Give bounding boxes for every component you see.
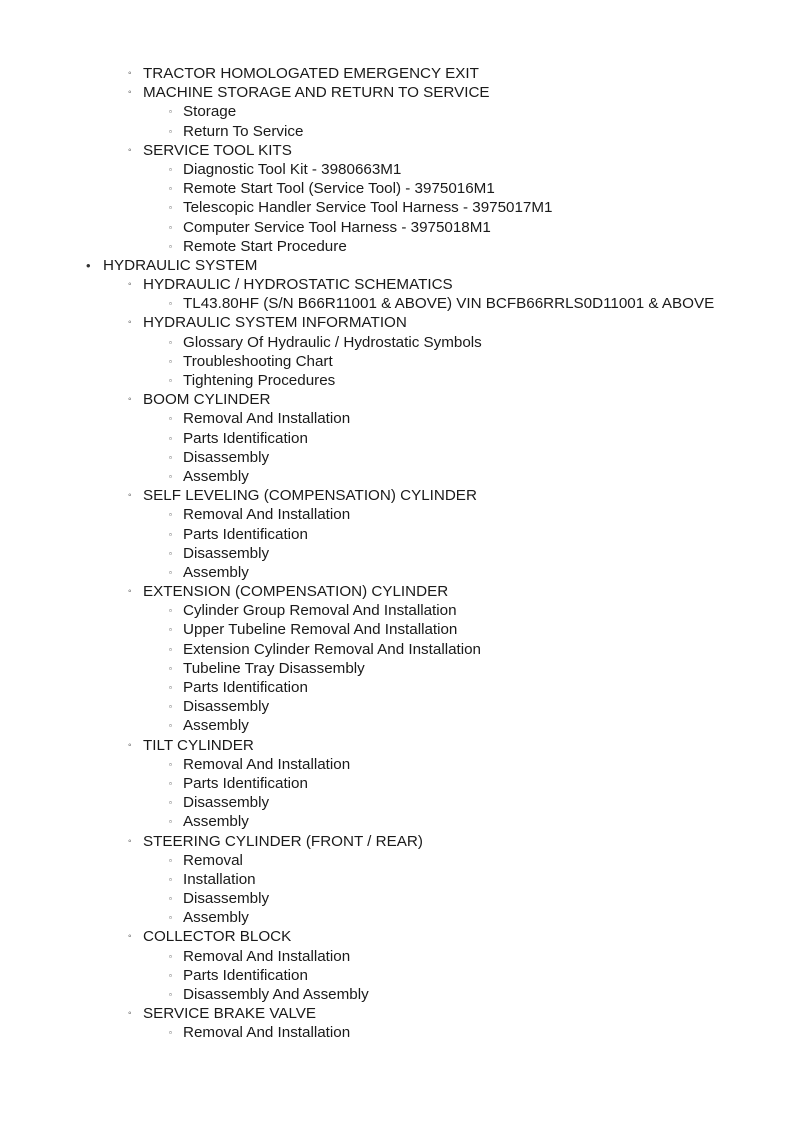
bullet-icon: ▫ <box>169 203 172 213</box>
toc-item-label: Parts Identification <box>183 429 308 447</box>
toc-subsection <box>0 390 794 409</box>
toc-item-label: COLLECTOR BLOCK <box>143 928 292 946</box>
toc-item <box>0 889 794 908</box>
toc-item-label: Assembly <box>183 717 249 735</box>
bullet-icon: ▫ <box>169 510 172 520</box>
toc-item-label: Troubleshooting Chart <box>183 352 333 370</box>
toc-item-label: Remote Start Tool (Service Tool) - 3975016M1 <box>183 180 495 198</box>
toc-subsection <box>0 832 794 851</box>
toc-item <box>0 544 794 563</box>
toc-item-label: Computer Service Tool Harness - 3975018M1 <box>183 218 491 236</box>
toc-item-label: Disassembly And Assembly <box>183 986 369 1003</box>
toc-item-label: Removal And Installation <box>183 1024 351 1042</box>
toc-item <box>0 774 794 793</box>
bullet-icon: ◦ <box>128 739 132 751</box>
toc-item-label: HYDRAULIC SYSTEM INFORMATION <box>143 314 407 332</box>
bullet-icon: ▫ <box>169 951 172 961</box>
bullet-icon: ▫ <box>169 452 172 462</box>
bullet-icon: ▫ <box>169 471 172 481</box>
toc-item-label: TILT CYLINDER <box>143 736 254 754</box>
toc-item <box>0 122 794 141</box>
bullet-icon: ▫ <box>169 990 172 999</box>
toc-item <box>0 851 794 870</box>
bullet-icon: ▫ <box>169 414 172 424</box>
toc-item <box>0 697 794 716</box>
toc-item-label: Removal And Installation <box>183 755 351 773</box>
bullet-icon: ▫ <box>169 356 172 366</box>
bullet-icon: ▫ <box>169 855 172 865</box>
bullet-icon: ▫ <box>169 433 172 443</box>
bullet-icon: ▫ <box>169 222 172 232</box>
toc-subsection <box>0 141 794 160</box>
toc-item <box>0 429 794 448</box>
toc-item-label: Assembly <box>183 563 249 581</box>
toc-item-label: Diagnostic Tool Kit - 3980663M1 <box>183 160 402 178</box>
bullet-icon: ◦ <box>128 87 132 99</box>
bullet-icon: ▫ <box>169 1028 172 1038</box>
toc-item-label: SERVICE TOOL KITS <box>143 141 292 159</box>
toc-item <box>0 870 794 889</box>
toc-item <box>0 563 794 582</box>
toc-item <box>0 505 794 524</box>
toc-item-label: Tightening Procedures <box>183 372 336 389</box>
bullet-icon: ◦ <box>128 68 132 79</box>
toc-item-label: HYDRAULIC / HYDROSTATIC SCHEMATICS <box>143 276 453 294</box>
bullet-icon: ▫ <box>169 778 172 788</box>
toc-item-label: Cylinder Group Removal And Installation <box>183 602 457 620</box>
toc-item <box>0 467 794 486</box>
bullet-icon: ▫ <box>169 759 172 769</box>
toc-item <box>0 237 794 256</box>
toc-item-label: Upper Tubeline Removal And Installation <box>183 621 458 639</box>
bullet-icon: ▫ <box>169 107 172 117</box>
bullet-icon: ▫ <box>169 874 172 884</box>
bullet-icon: ▫ <box>169 702 172 712</box>
toc-subsection <box>0 582 794 601</box>
bullet-icon: ▫ <box>169 683 172 692</box>
toc-item-label: HYDRAULIC SYSTEM <box>103 256 258 274</box>
toc-item <box>0 812 794 831</box>
toc-item-label: Removal And Installation <box>183 506 351 524</box>
toc-item <box>0 678 794 697</box>
bullet-icon: ▫ <box>169 567 172 577</box>
toc-item <box>0 755 794 774</box>
toc-item <box>0 620 794 639</box>
bullet-icon: • <box>86 257 91 273</box>
toc-item <box>0 716 794 735</box>
toc-item <box>0 947 794 966</box>
toc-item <box>0 352 794 371</box>
toc-item <box>0 1023 794 1042</box>
toc-subsection <box>0 83 794 102</box>
bullet-icon: ▫ <box>169 721 172 731</box>
bullet-icon: ▫ <box>169 529 172 539</box>
toc-item <box>0 640 794 659</box>
bullet-icon: ◦ <box>128 931 132 943</box>
bullet-icon: ▫ <box>169 241 172 251</box>
toc-item-label: SERVICE BRAKE VALVE <box>143 1005 317 1023</box>
toc-item-label: Parts Identification <box>183 774 308 792</box>
toc-item <box>0 102 794 121</box>
bullet-icon: ◦ <box>128 144 132 156</box>
toc-subsection <box>0 275 794 294</box>
toc-subsection <box>0 736 794 755</box>
toc-item-label: Disassembly <box>183 448 270 466</box>
toc-item-label: Removal And Installation <box>183 947 351 965</box>
toc-item <box>0 985 794 1004</box>
toc-item-label: Tubeline Tray Disassembly <box>183 659 365 677</box>
toc-item <box>0 218 794 237</box>
bullet-icon: ◦ <box>128 394 132 406</box>
bullet-icon: ◦ <box>128 490 132 502</box>
toc-item <box>0 793 794 812</box>
bullet-icon: ▫ <box>169 337 172 347</box>
bullet-icon: ▫ <box>169 970 172 980</box>
bullet-icon: ▫ <box>169 798 172 808</box>
toc-item <box>0 966 794 985</box>
toc-item <box>0 525 794 544</box>
toc-item <box>0 601 794 620</box>
toc-item-label: STEERING CYLINDER (FRONT / REAR) <box>143 832 423 850</box>
toc-item-label: Assembly <box>183 467 249 485</box>
bullet-icon: ▫ <box>169 606 172 616</box>
toc-item <box>0 908 794 927</box>
toc-item-label: Telescopic Handler Service Tool Harness - 3975017M1 <box>183 199 553 217</box>
toc-item-label: Extension Cylinder Removal And Installation <box>183 640 482 658</box>
bullet-icon: ▫ <box>169 164 172 174</box>
toc-item-label: Remote Start Procedure <box>183 237 347 255</box>
toc-subsection <box>0 64 794 83</box>
toc-item <box>0 179 794 198</box>
toc-item <box>0 659 794 678</box>
toc-item-label: Disassembly <box>183 544 270 562</box>
toc-subsection <box>0 927 794 946</box>
toc-item <box>0 371 794 390</box>
toc-item-label: Removal And Installation <box>183 410 351 428</box>
bullet-icon: ◦ <box>128 317 132 329</box>
toc-subsection <box>0 1004 794 1023</box>
toc-subsection <box>0 486 794 505</box>
toc-item-label: Removal <box>183 851 243 869</box>
toc-item-label: Storage <box>183 103 237 121</box>
bullet-icon: ◦ <box>128 586 132 598</box>
bullet-icon: ◦ <box>128 279 132 291</box>
toc-item-label: Installation <box>183 870 256 888</box>
toc-item-label: Disassembly <box>183 698 270 716</box>
bullet-icon: ▫ <box>169 894 172 904</box>
toc-item-label: Parts Identification <box>183 525 308 543</box>
toc-item-label: Assembly <box>183 909 249 927</box>
bullet-icon: ▫ <box>169 663 172 673</box>
toc-item-label: EXTENSION (COMPENSATION) CYLINDER <box>143 583 449 601</box>
bullet-icon: ▫ <box>169 644 172 654</box>
toc-item-label: Assembly <box>183 813 249 831</box>
toc-item-label: Glossary Of Hydraulic / Hydrostatic Symbols <box>183 333 482 351</box>
toc-item-label: Disassembly <box>183 890 270 908</box>
bullet-icon: ▫ <box>169 548 172 558</box>
toc-item <box>0 409 794 428</box>
toc-item <box>0 294 794 313</box>
toc-item-label: BOOM CYLINDER <box>143 391 271 409</box>
bullet-icon: ▫ <box>169 376 172 385</box>
toc-item <box>0 198 794 217</box>
bullet-icon: ▫ <box>169 126 172 136</box>
bullet-icon: ▫ <box>169 299 172 309</box>
toc-section <box>0 256 794 275</box>
toc-item <box>0 160 794 179</box>
bullet-icon: ◦ <box>128 1008 132 1020</box>
toc-item <box>0 333 794 352</box>
toc-item-label: TL43.80HF (S/N B66R11001 & ABOVE) VIN BCFB66RRLS0D11001 & ABOVE <box>183 295 715 313</box>
toc-item <box>0 448 794 467</box>
bullet-icon: ▫ <box>169 625 172 635</box>
bullet-icon: ▫ <box>169 184 172 194</box>
toc-item-label: Return To Service <box>183 122 304 140</box>
toc-item-label: MACHINE STORAGE AND RETURN TO SERVICE <box>143 84 490 102</box>
toc-subsection <box>0 313 794 332</box>
toc-item-label: Disassembly <box>183 794 270 812</box>
bullet-icon: ▫ <box>169 817 172 827</box>
toc-item-label: TRACTOR HOMOLOGATED EMERGENCY EXIT <box>143 65 479 82</box>
toc-item-label: Parts Identification <box>183 679 308 696</box>
toc-item-label: Parts Identification <box>183 966 308 984</box>
bullet-icon: ▫ <box>169 913 172 923</box>
bullet-icon: ◦ <box>128 835 132 847</box>
toc-list <box>0 64 794 1043</box>
toc-item-label: SELF LEVELING (COMPENSATION) CYLINDER <box>143 487 477 505</box>
